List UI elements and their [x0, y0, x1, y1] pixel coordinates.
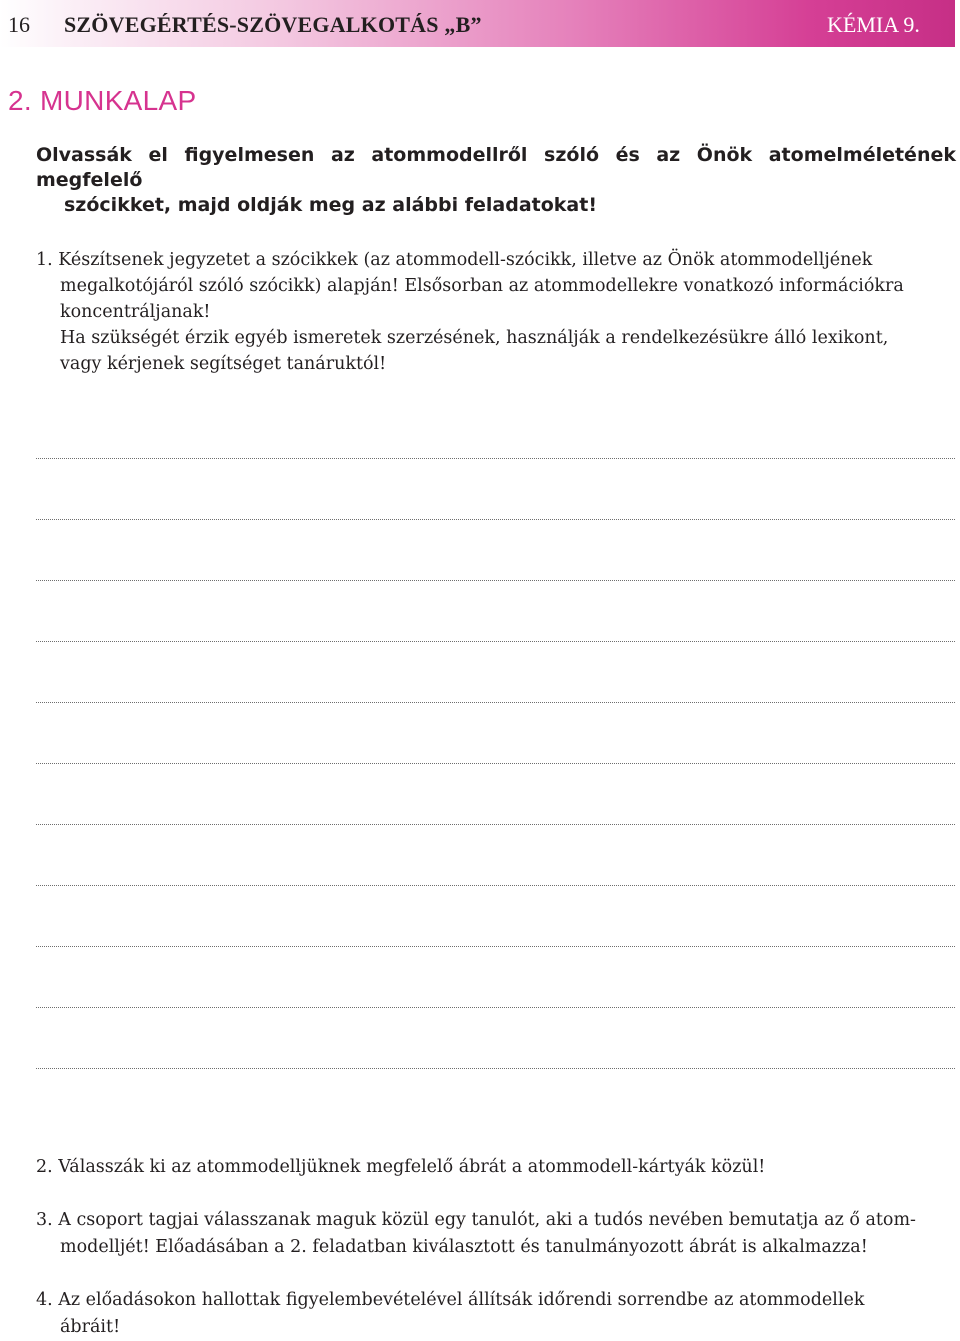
answer-line[interactable] — [36, 519, 955, 520]
task-1-line: megalkotójáról szóló szócikk) alapján! Elsősorban az atommodellekre vonatkozó információkra — [60, 276, 904, 296]
intro-line: Olvassák el figyelmesen az atommodellről szóló és az Önök atomelméletének megfelelő — [36, 144, 956, 191]
task-2-line: 2. Válasszák ki az atommodelljüknek megfelelő ábrát a atommodell-kártyák közül! — [36, 1157, 766, 1177]
task-3 — [36, 1207, 956, 1261]
task-4-line: 4. Az előadásokon hallottak figyelembevételével állítsák időrendi sorrendbe az atommodellek — [36, 1290, 865, 1310]
worksheet-title: 2. MUNKALAP — [8, 85, 197, 116]
answer-line[interactable] — [36, 885, 955, 886]
task-1-line: Ha szükségét érzik egyéb ismeretek szerzésének, használják a rendelkezésükre álló lexikont, — [60, 328, 889, 348]
answer-line[interactable] — [36, 641, 955, 642]
task-1-line: 1. Készítsenek jegyzetet a szócikkek (az atommodell-szócikk, illetve az Önök atommodelljének — [36, 250, 873, 270]
answer-line[interactable] — [36, 946, 955, 947]
task-1 — [36, 247, 956, 377]
page-number: 16 — [8, 12, 30, 37]
task-1-line: koncentráljanak! — [60, 302, 211, 322]
page-header — [0, 0, 955, 47]
answer-line[interactable] — [36, 580, 955, 581]
header-title: SZÖVEGÉRTÉS-SZÖVEGALKOTÁS „B” — [64, 12, 482, 37]
task-4-line: ábráit! — [60, 1317, 121, 1337]
answer-line[interactable] — [36, 458, 955, 459]
intro-line: szócikket, majd oldják meg az alábbi feladatokat! — [64, 194, 597, 216]
header-subject: KÉMIA 9. — [827, 12, 920, 37]
task-3-line: 3. A csoport tagjai válasszanak maguk közül egy tanulót, aki a tudós nevében bemutatja az ő atom- — [36, 1210, 916, 1230]
intro-instructions — [36, 143, 956, 218]
task-2 — [36, 1154, 956, 1181]
task-4 — [36, 1287, 956, 1341]
answer-line[interactable] — [36, 1007, 955, 1008]
answer-line[interactable] — [36, 824, 955, 825]
answer-line[interactable] — [36, 763, 955, 764]
task-3-line: modelljét! Előadásában a 2. feladatban kiválasztott és tanulmányozott ábrát is alkalmazza! — [60, 1237, 868, 1257]
answer-line[interactable] — [36, 1068, 955, 1069]
answer-line[interactable] — [36, 702, 955, 703]
task-1-line: vagy kérjenek segítséget tanáruktól! — [60, 354, 387, 374]
